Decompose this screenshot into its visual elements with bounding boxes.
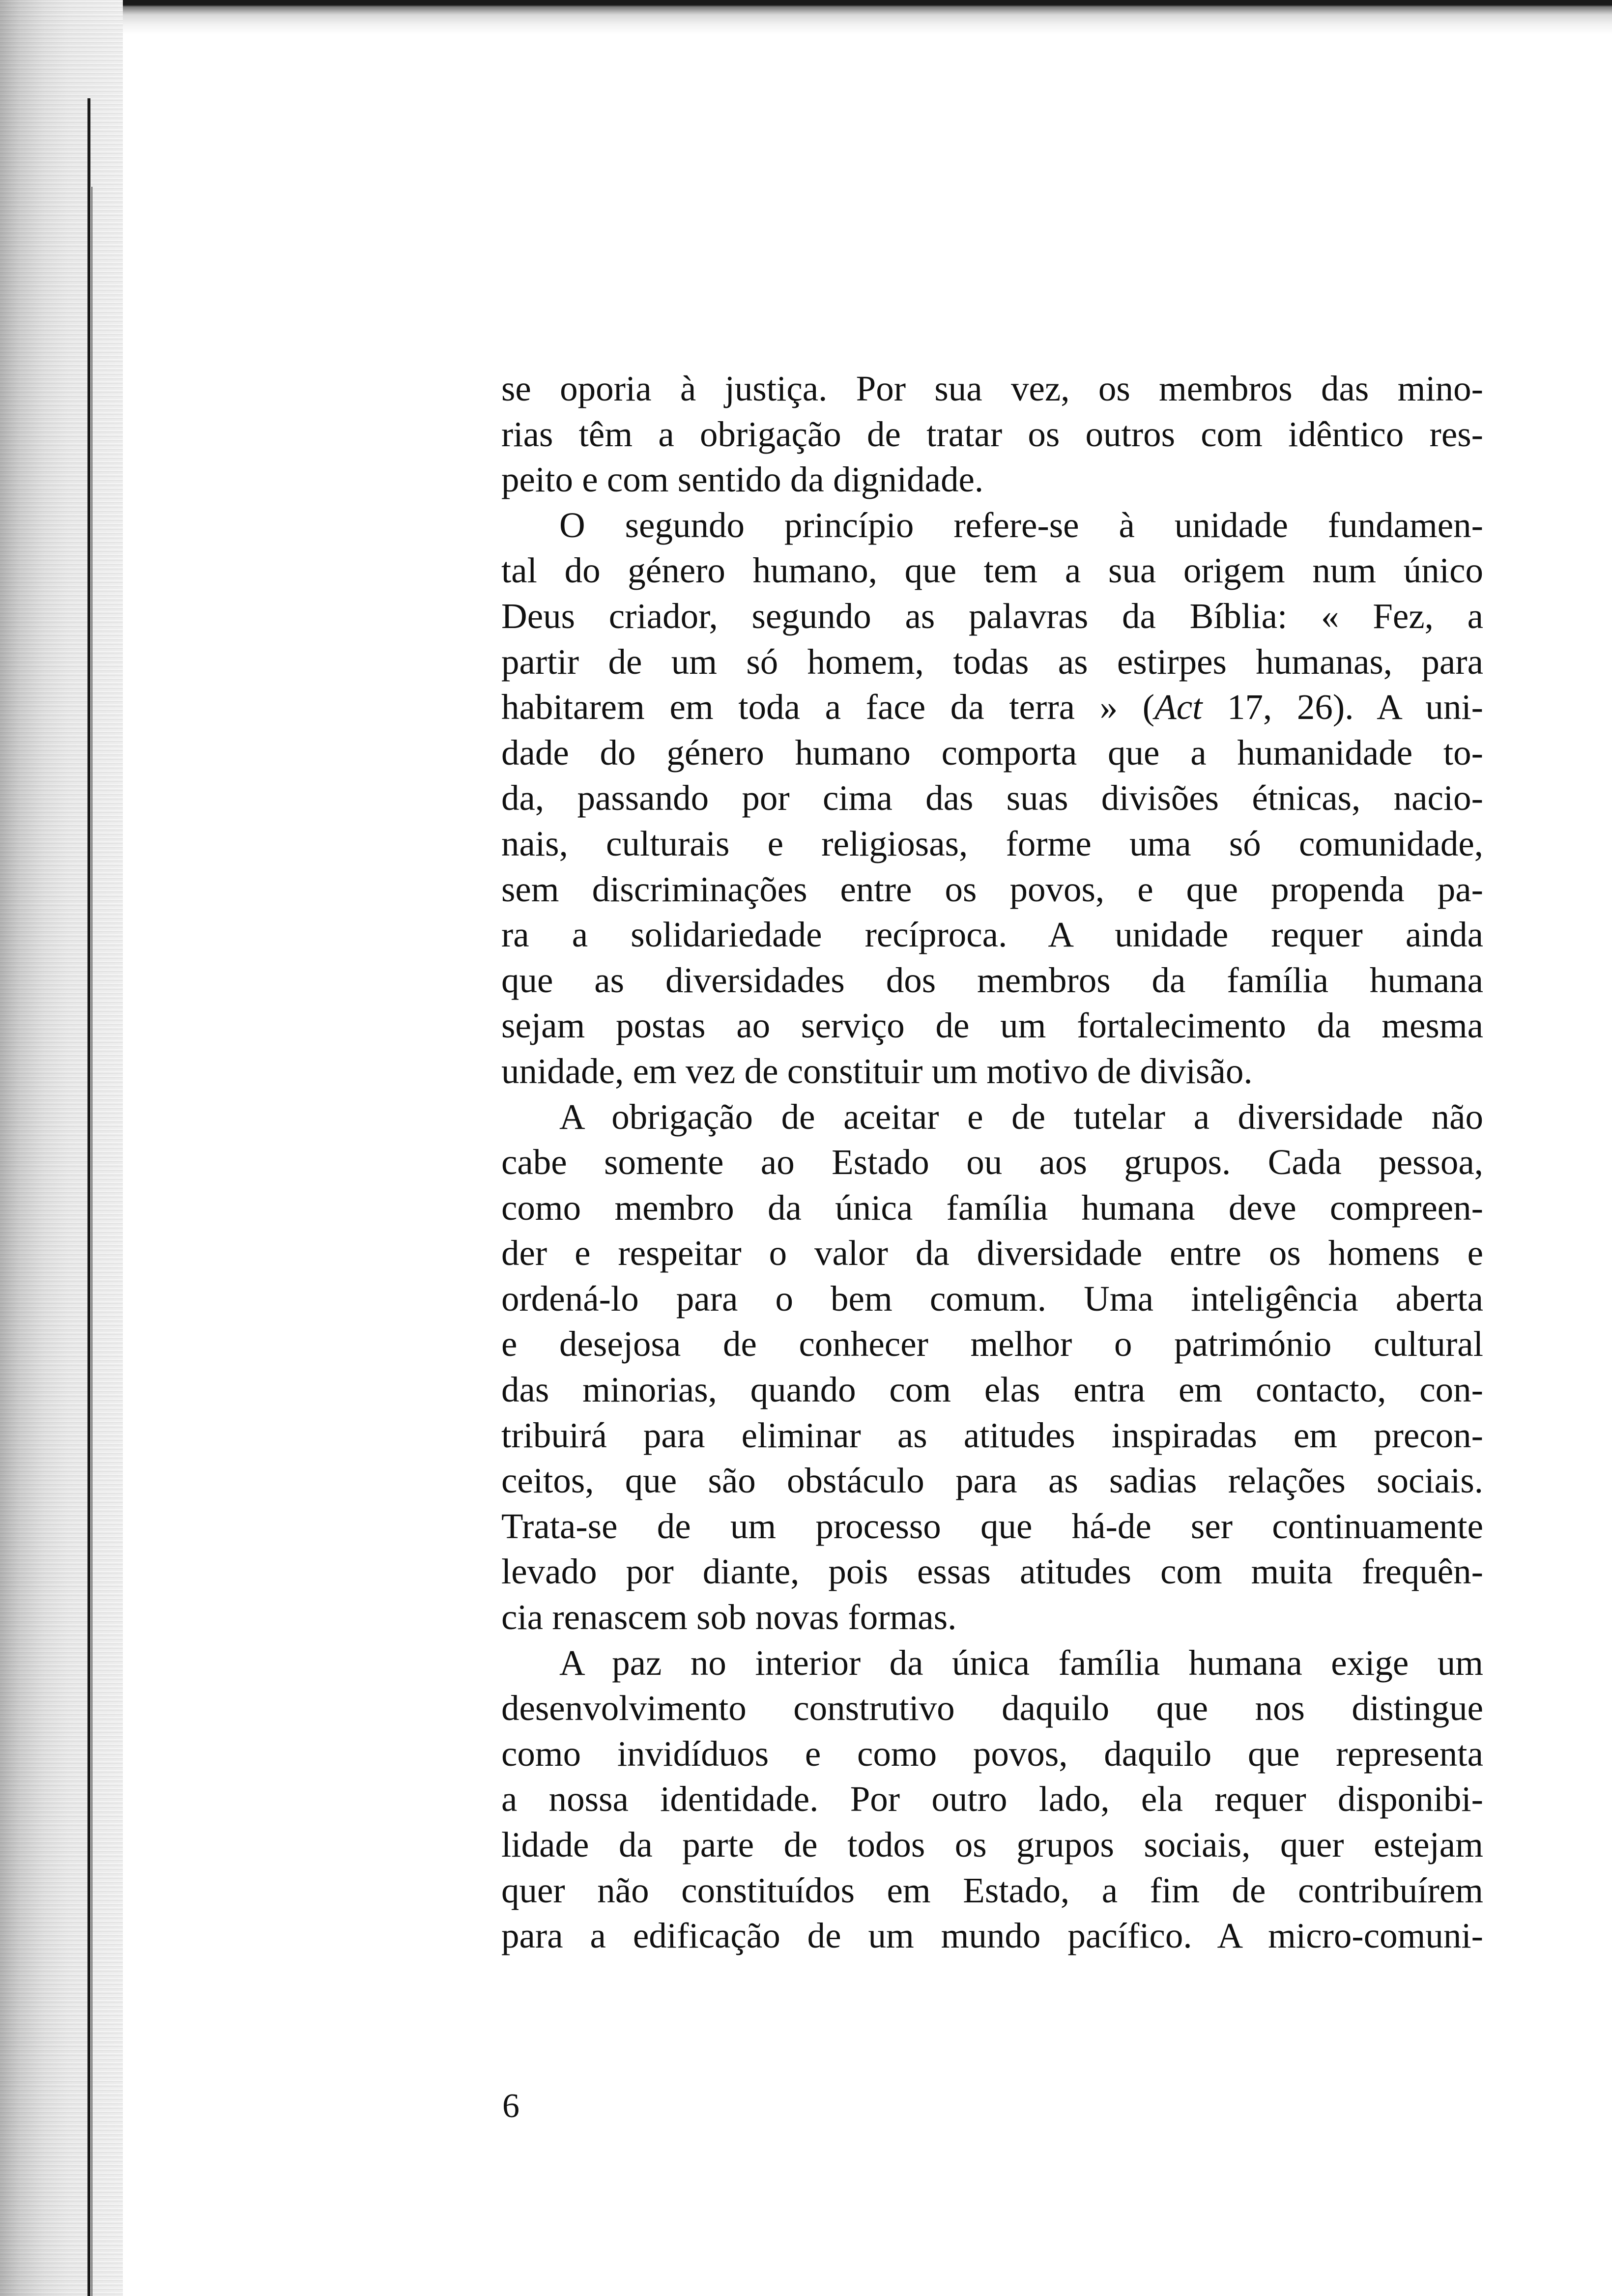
- text-line: [501, 1640, 1483, 1686]
- scan-binding-shadow: [0, 0, 123, 2296]
- text-line: nais, culturais e religiosas, forme uma só comunidade,: [501, 823, 1483, 863]
- text-line: ceitos, que são obstáculo para as sadias relações sociais.: [501, 1461, 1483, 1501]
- text-line: que as diversidades dos membros da família humana: [501, 960, 1483, 1000]
- text-line-content: A paz no interior da única família humana exige um: [559, 1642, 1483, 1683]
- text-line: quer não constituídos em Estado, a fim de contribuírem: [501, 1870, 1483, 1910]
- text-line: partir de um só homem, todas as estirpes humanas, para: [501, 641, 1483, 682]
- text-line: [501, 1094, 1483, 1140]
- text-line: ordená-lo para o bem comum. Uma inteligência aberta: [501, 1278, 1483, 1319]
- text-line-content: O segundo princípio refere-se à unidade fundamen-: [559, 505, 1483, 545]
- text-line: se oporia à justiça. Por sua vez, os membros das mino-: [501, 369, 1483, 408]
- paragraph-2: [501, 503, 1483, 1094]
- text-line: levado por diante, pois essas atitudes com muita frequên-: [501, 1551, 1483, 1592]
- text-line: Trata-se de um processo que há-de ser continuamente: [501, 1506, 1483, 1546]
- text-line: lidade da parte de todos os grupos sociais, quer estejam: [501, 1825, 1483, 1865]
- text-line: como membro da única família humana deve compreen-: [501, 1187, 1483, 1228]
- text-line: peito e com sentido da dignidade.: [501, 459, 984, 500]
- text-line: ra a solidariedade recíproca. A unidade requer ainda: [501, 915, 1483, 955]
- citation-prefix: habitarem em toda a face da terra » (: [501, 687, 1155, 727]
- text-line: dade do género humano comporta que a humanidade to-: [501, 732, 1483, 773]
- text-line: tribuirá para eliminar as atitudes inspiradas em precon-: [501, 1415, 1483, 1455]
- text-line: como invidíduos e como povos, daquilo que representa: [501, 1733, 1483, 1774]
- text-line: Deus criador, segundo as palavras da Bíblia: « Fez, a: [501, 596, 1483, 636]
- text-line-with-citation: [501, 685, 1483, 730]
- text-line: cabe somente ao Estado ou aos grupos. Cada pessoa,: [501, 1142, 1483, 1182]
- scan-binding-line: [87, 98, 90, 2296]
- text-line: a nossa identidade. Por outro lado, ela requer disponibi-: [501, 1779, 1483, 1819]
- page-number: 6: [502, 2087, 519, 2125]
- text-line: sejam postas ao serviço de um fortalecimento da mesma: [501, 1005, 1483, 1046]
- text-line: rias têm a obrigação de tratar os outros com idêntico res-: [501, 414, 1483, 454]
- text-line: e desejosa de conhecer melhor o património cultural: [501, 1324, 1483, 1364]
- text-line: unidade, em vez de constituir um motivo de divisão.: [501, 1051, 1253, 1091]
- text-line: [501, 503, 1483, 548]
- scan-top-edge: [0, 0, 1612, 34]
- text-line-content: A obrigação de aceitar e de tutelar a diversidade não: [559, 1096, 1483, 1137]
- text-line: tal do género humano, que tem a sua origem num único: [501, 550, 1483, 591]
- page-body: [501, 366, 1483, 1959]
- text-line: das minorias, quando com elas entra em contacto, con-: [501, 1370, 1483, 1410]
- text-line: para a edificação de um mundo pacífico. A micro-comuni-: [501, 1916, 1483, 1956]
- paragraph-1: [501, 366, 1483, 503]
- text-line: sem discriminações entre os povos, e que propenda pa-: [501, 869, 1483, 909]
- scan-binding-line-secondary: [91, 187, 92, 2296]
- citation-suffix: 17, 26). A uni-: [1202, 687, 1483, 727]
- paragraph-4: [501, 1640, 1483, 1959]
- citation-book: Act: [1154, 687, 1203, 727]
- paragraph-3: [501, 1094, 1483, 1640]
- text-line: desenvolvimento construtivo daquilo que nos distingue: [501, 1688, 1483, 1728]
- text-line: der e respeitar o valor da diversidade entre os homens e: [501, 1233, 1483, 1273]
- text-line: cia renascem sob novas formas.: [501, 1597, 957, 1637]
- text-line: da, passando por cima das suas divisões étnicas, nacio-: [501, 778, 1483, 818]
